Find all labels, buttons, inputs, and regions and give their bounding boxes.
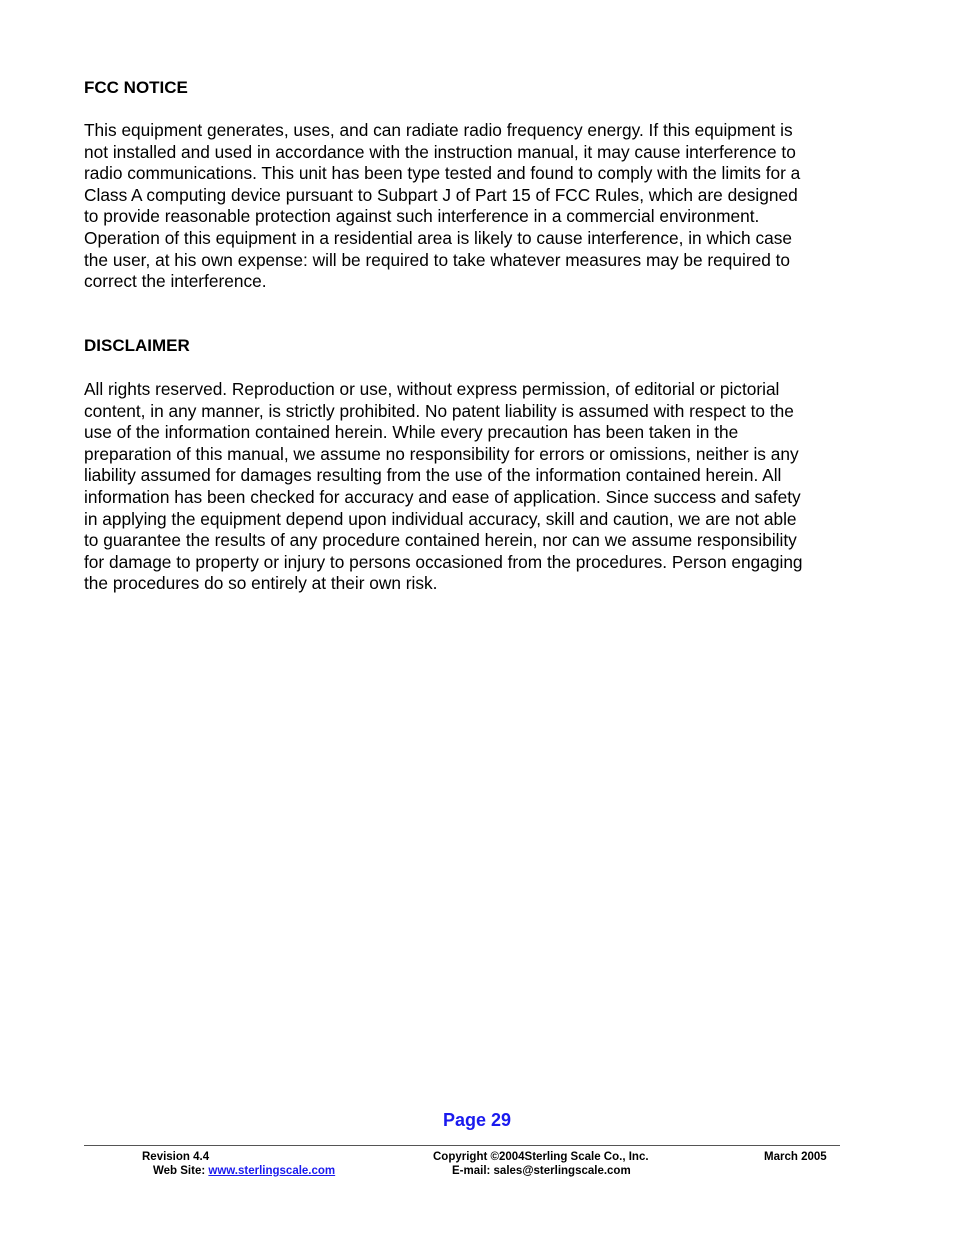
footer-copyright: Copyright ©2004Sterling Scale Co., Inc. — [433, 1151, 649, 1163]
footer-divider — [84, 1145, 840, 1146]
footer-website — [153, 1164, 335, 1178]
disclaimer-text: All rights reserved. Reproduction or use, without express permission, of editorial or pictorial content, in any manner, is strictly prohibited. No patent liability is assumed with respect to the use of the information contained herein. While every precaution has been taken in the preparation of this manual, we assume no responsibility for errors or omissions, neither is any liability assumed for damages resulting from the use of the information contained herein. All information has been checked for accuracy and ease of application. Since success and safety in applying the equipment depend upon individual accuracy, skill and caution, we are not able to guarantee the results of any procedure contained herein, nor can we assume responsibility for damage to property or injury to persons occasioned from the procedures. Person engaging the procedures do so entirely at their own risk. — [84, 379, 803, 594]
disclaimer-heading: DISCLAIMER — [84, 336, 190, 355]
website-link[interactable]: www.sterlingscale.com — [208, 1165, 336, 1177]
footer-email: E-mail: sales@sterlingscale.com — [452, 1165, 631, 1177]
fcc-notice-heading: FCC NOTICE — [84, 78, 188, 97]
footer-website-label: Web Site: — [153, 1165, 209, 1177]
footer-date: March 2005 — [764, 1151, 827, 1163]
fcc-notice-text: This equipment generates, uses, and can radiate radio frequency energy. If this equipment is not installed and used in accordance with the instruction manual, it may cause interference to radio communications. This unit has been type tested and found to comply with the limits for a Class A computing device pursuant to Subpart J of Part 15 of FCC Rules, which are designed to provide reasonable protection against such interference in a commercial environment. Operation of this equipment in a residential area is likely to cause interference, in which case the user, at his own expense: will be required to take whatever measures may be required to correct the interference. — [84, 120, 801, 292]
footer-revision: Revision 4.4 — [142, 1151, 210, 1163]
page-number: Page 29 — [442, 1110, 512, 1130]
